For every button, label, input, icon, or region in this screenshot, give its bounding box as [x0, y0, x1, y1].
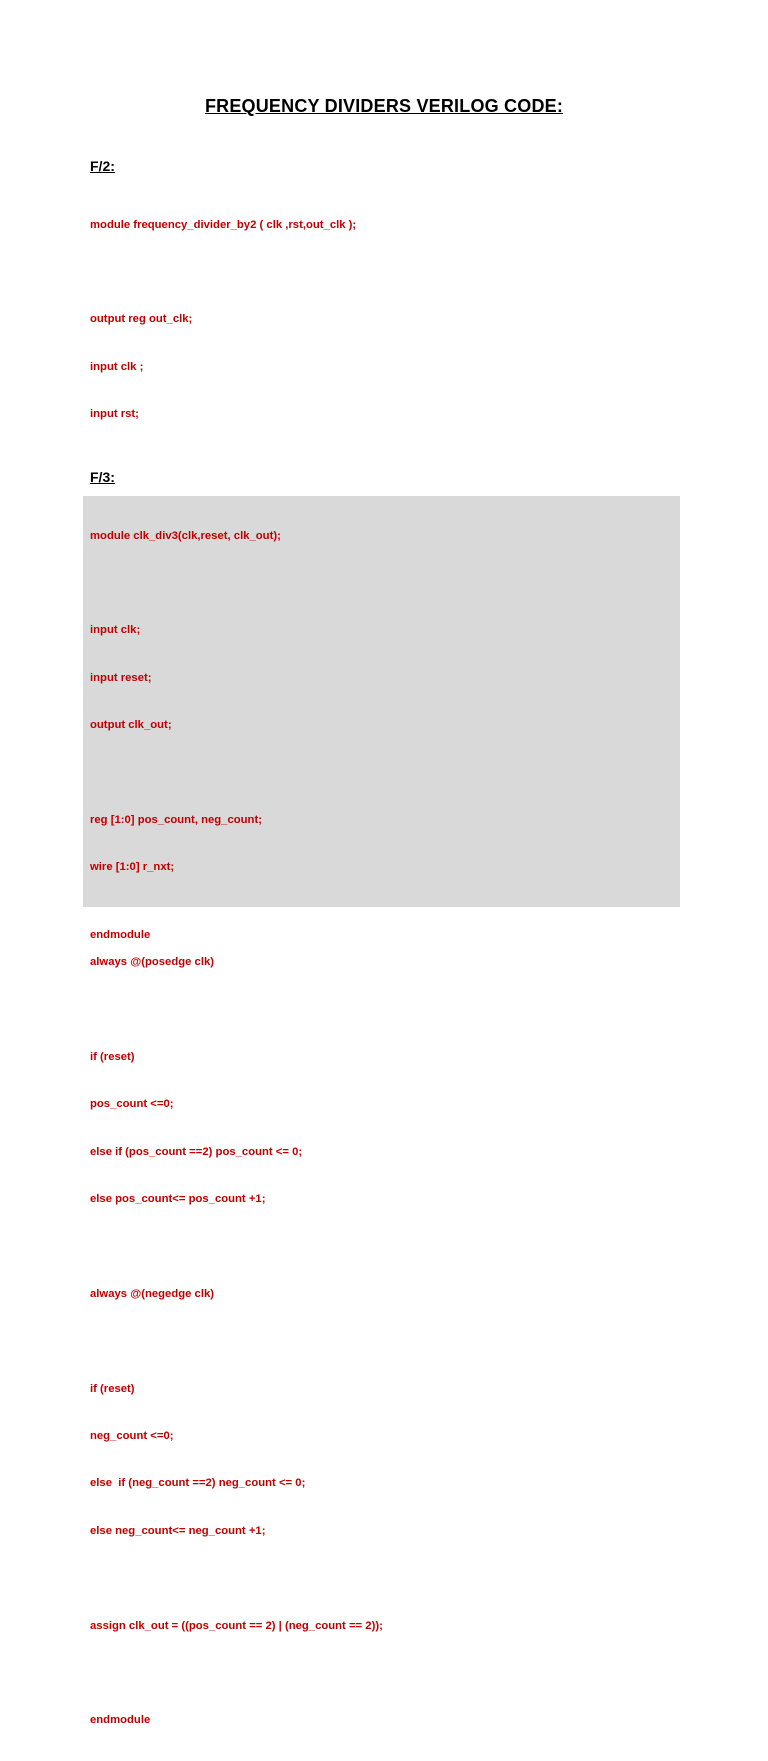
- code-line: module clk_div3(clk,reset, clk_out);: [90, 529, 281, 542]
- code-line: else if (pos_count ==2) pos_count <= 0;: [90, 1145, 303, 1158]
- code-line: pos_count <=0;: [90, 1098, 174, 1111]
- code-line: [90, 1666, 383, 1682]
- code-line: [90, 1239, 383, 1255]
- code-line: always @(posedge clk): [90, 956, 215, 969]
- code-line: input rst;: [90, 408, 139, 421]
- code-line: if (reset): [90, 1382, 135, 1395]
- code-line: [90, 908, 383, 924]
- section-heading-f2: F/2:: [90, 158, 115, 174]
- code-line: [90, 1571, 383, 1587]
- code-line: assign clk_out = ((pos_count == 2) | (neg_count == 2));: [90, 1619, 383, 1632]
- code-line: input clk;: [90, 624, 141, 637]
- code-line: [90, 1334, 383, 1350]
- code-line: always @(negedge clk): [90, 1287, 215, 1300]
- code-line: reg [1:0] pos_count, neg_count;: [90, 813, 262, 826]
- code-line: [90, 576, 383, 592]
- code-line: else neg_count<= neg_count +1;: [90, 1524, 266, 1537]
- code-block-f3: [90, 497, 383, 1761]
- code-line: [90, 455, 356, 471]
- code-line: wire [1:0] r_nxt;: [90, 861, 175, 874]
- code-line: else pos_count<= pos_count +1;: [90, 1193, 266, 1206]
- document-title: FREQUENCY DIVIDERS VERILOG CODE:: [204, 96, 564, 116]
- code-line: module frequency_divider_by2 ( clk ,rst,out_clk );: [90, 218, 357, 231]
- code-line: else if (neg_count ==2) neg_count <= 0;: [90, 1477, 306, 1490]
- code-line: [90, 265, 356, 281]
- code-line: output reg out_clk;: [90, 313, 193, 326]
- section-heading-f3: F/3:: [90, 469, 115, 485]
- code-line: input reset;: [90, 671, 152, 684]
- code-line: [90, 1003, 383, 1019]
- code-line: output clk_out;: [90, 719, 172, 732]
- code-line: [90, 766, 383, 782]
- code-line: endmodule: [90, 1714, 151, 1727]
- code-line: neg_count <=0;: [90, 1430, 174, 1443]
- code-line: if (reset): [90, 1050, 135, 1063]
- code-line: input clk ;: [90, 360, 144, 373]
- code-line: endmodule: [90, 929, 151, 942]
